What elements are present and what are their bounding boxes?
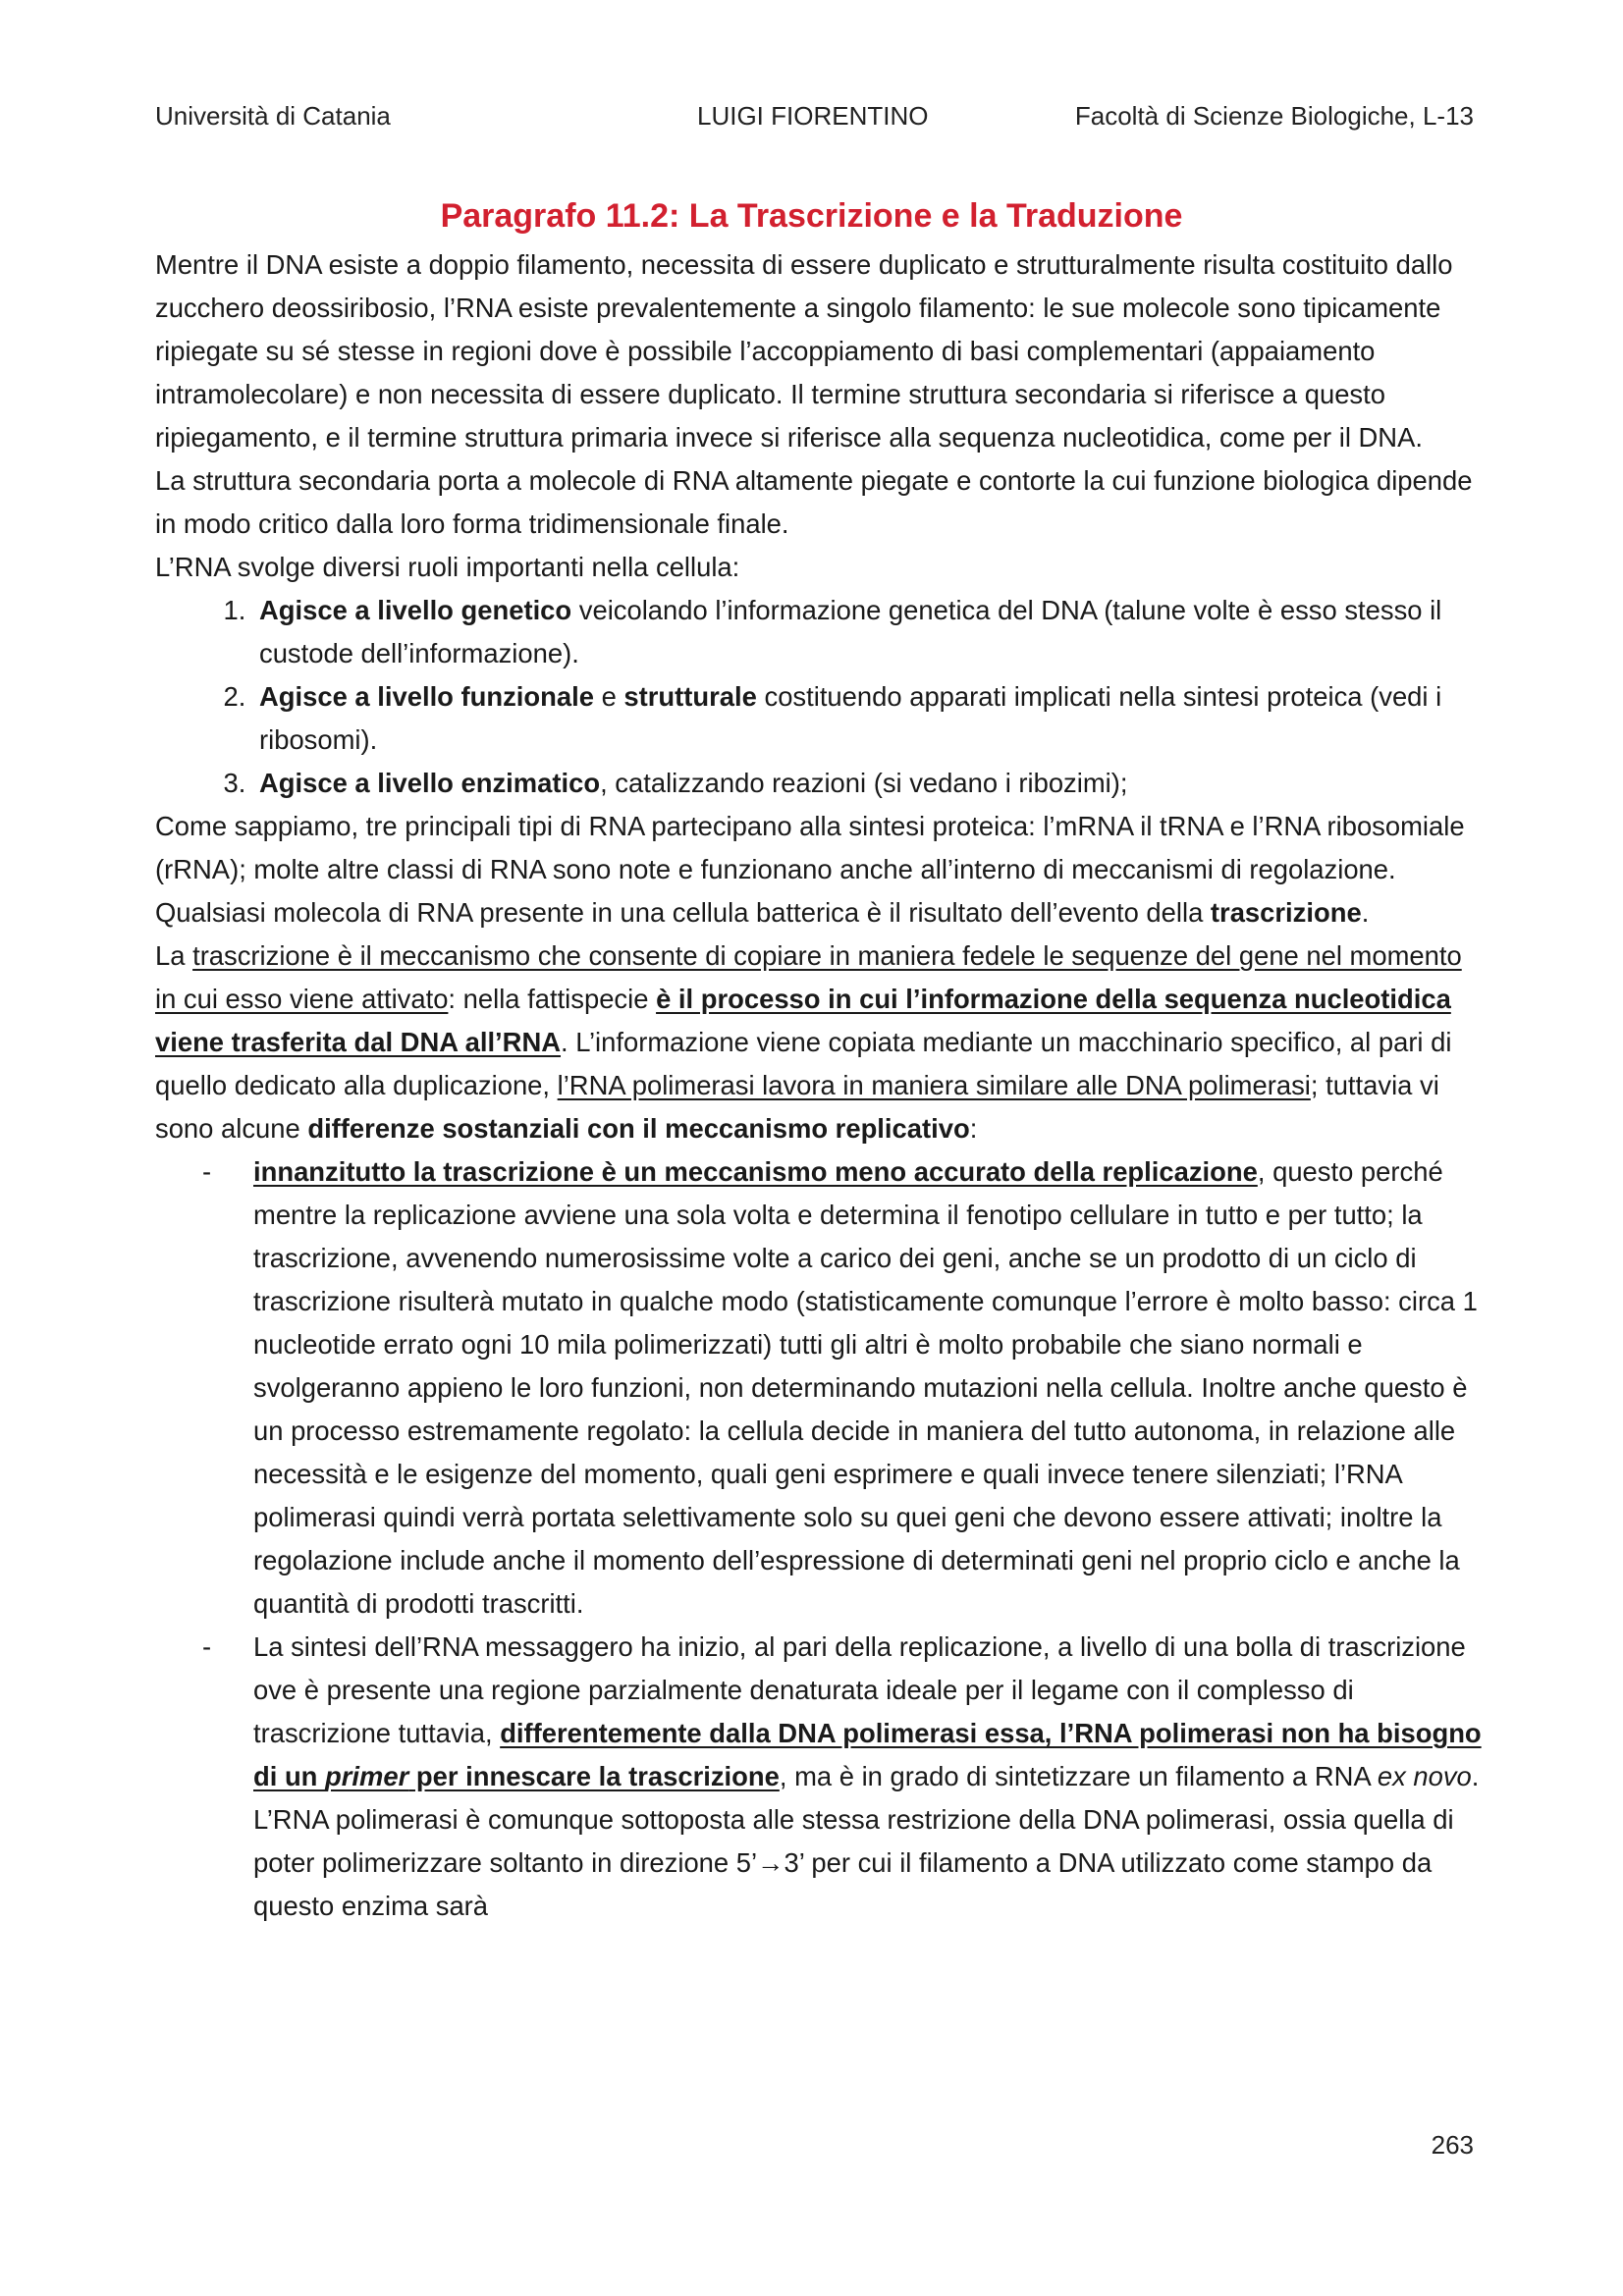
rna-roles-list [155, 589, 1483, 805]
header-author: LUIGI FIORENTINO [697, 101, 929, 131]
section-title: Paragrafo 11.2: La Trascrizione e la Traduzione [440, 197, 1183, 235]
differences-list [155, 1150, 1483, 1928]
paragraph-transcription-definition: La trascrizione è il meccanismo che consente di copiare in maniera fedele le sequenze del gene nel momento in cui esso viene attivato: nella fattispecie è il processo in cui l’informazione della sequenza nucleotidica viene trasferita dal DNA all’RNA. L’informazione viene copiata mediante un macchinario specifico, al pari di quello dedicato alla duplicazione, l’RNA polimerasi lavora in maniera similare alle DNA polimerasi; tuttavia vi sono alcune differenze sostanziali con il meccanismo replicativo: [155, 940, 1462, 1144]
list-item: - innanzitutto la trascrizione è un meccanismo meno accurato della replicazione, questo perché mentre la replicazione avviene una sola volta e determina il fenotipo cellulare in tutto e per tutto; la trascrizione, avvenendo numerosissime volte a carico dei geni, anche se un prodotto di un ciclo di trascrizione risulterà mutato in qualche modo (statisticamente comunque l’errore è molto basso: circa 1 nucleotide errato ogni 10 mila polimerizzati) tutti gli altri è molto probabile che siano normali e svolgeranno appieno le loro funzioni, non determinando mutazioni nella cellula. Inoltre anche questo è un processo estremamente regolato: la cellula decide in maniera del tutto autonoma, in relazione alle necessità e le esigenze del momento, quali geni esprimere e quali invece tenere silenziati; l’RNA polimerasi quindi verrà portata selettivamente solo su quei geni che devono essere attivati; inoltre la regolazione include anche il momento dell’espressione di determinati geni nel proprio ciclo e anche la quantità di prodotti trascritti. [253, 1150, 1483, 1626]
list-item: 3. Agisce a livello enzimatico, catalizzando reazioni (si vedano i ribozimi); [253, 762, 1483, 805]
header-faculty: Facoltà di Scienze Biologiche, L-13 [1074, 101, 1474, 131]
paragraph-secondary-structure: La struttura secondaria porta a molecole di RNA altamente piegate e contorte la cui funzione biologica dipende in modo critico dalla loro forma tridimensionale finale. [155, 465, 1473, 539]
list-item: 2. Agisce a livello funzionale e strutturale costituendo apparati implicati nella sintesi proteica (vedi i ribosomi). [253, 675, 1483, 762]
paragraph-rna-roles-intro: L’RNA svolge diversi ruoli importanti nella cellula: [155, 552, 740, 582]
paragraph-rna-structure: Mentre il DNA esiste a doppio filamento, necessita di essere duplicato e strutturalmente risulta costituito dallo zucchero deossiribosio, l’RNA esiste prevalentemente a singolo filamento: le sue molecole sono tipicamente ripiegate su sé stesse in regioni dove è possibile l’accoppiamento di basi complementari (appaiamento intramolecolare) e non necessita di essere duplicato. Il termine struttura secondaria si riferisce a questo ripiegamento, e il termine struttura primaria invece si riferisce alla sequenza nucleotidica, come per il DNA. [155, 249, 1453, 453]
list-item: - La sintesi dell’RNA messaggero ha inizio, al pari della replicazione, a livello di una bolla di trascrizione ove è presente una regione parzialmente denaturata ideale per il legame con il complesso di trascrizione tuttavia, differentemente dalla DNA polimerasi essa, l’RNA polimerasi non ha bisogno di un primer per innescare la trascrizione, ma è in grado di sintetizzare un filamento a RNA ex novo. L’RNA polimerasi è comunque sottoposta alle stessa restrizione della DNA polimerasi, ossia quella di poter polimerizzare soltanto in direzione 5’→3’ per cui il filamento a DNA utilizzato come stampo da questo enzima sarà [253, 1626, 1483, 1928]
paragraph-rna-types: Come sappiamo, tre principali tipi di RNA partecipano alla sintesi proteica: l’mRNA il tRNA e l’RNA ribosomiale (rRNA); molte altre classi di RNA sono note e funzionano anche all’interno di meccanismi di regolazione. Qualsiasi molecola di RNA presente in una cellula batterica è il risultato dell’evento della trascrizione. [155, 811, 1465, 928]
arrow-icon: → [757, 1847, 784, 1878]
header-university: Università di Catania [155, 101, 391, 131]
list-item: 1. Agisce a livello genetico veicolando l’informazione genetica del DNA (talune volte è esso stesso il custode dell’informazione). [253, 589, 1483, 675]
body-text [155, 243, 1483, 1928]
page-number: 263 [1431, 2130, 1474, 2160]
